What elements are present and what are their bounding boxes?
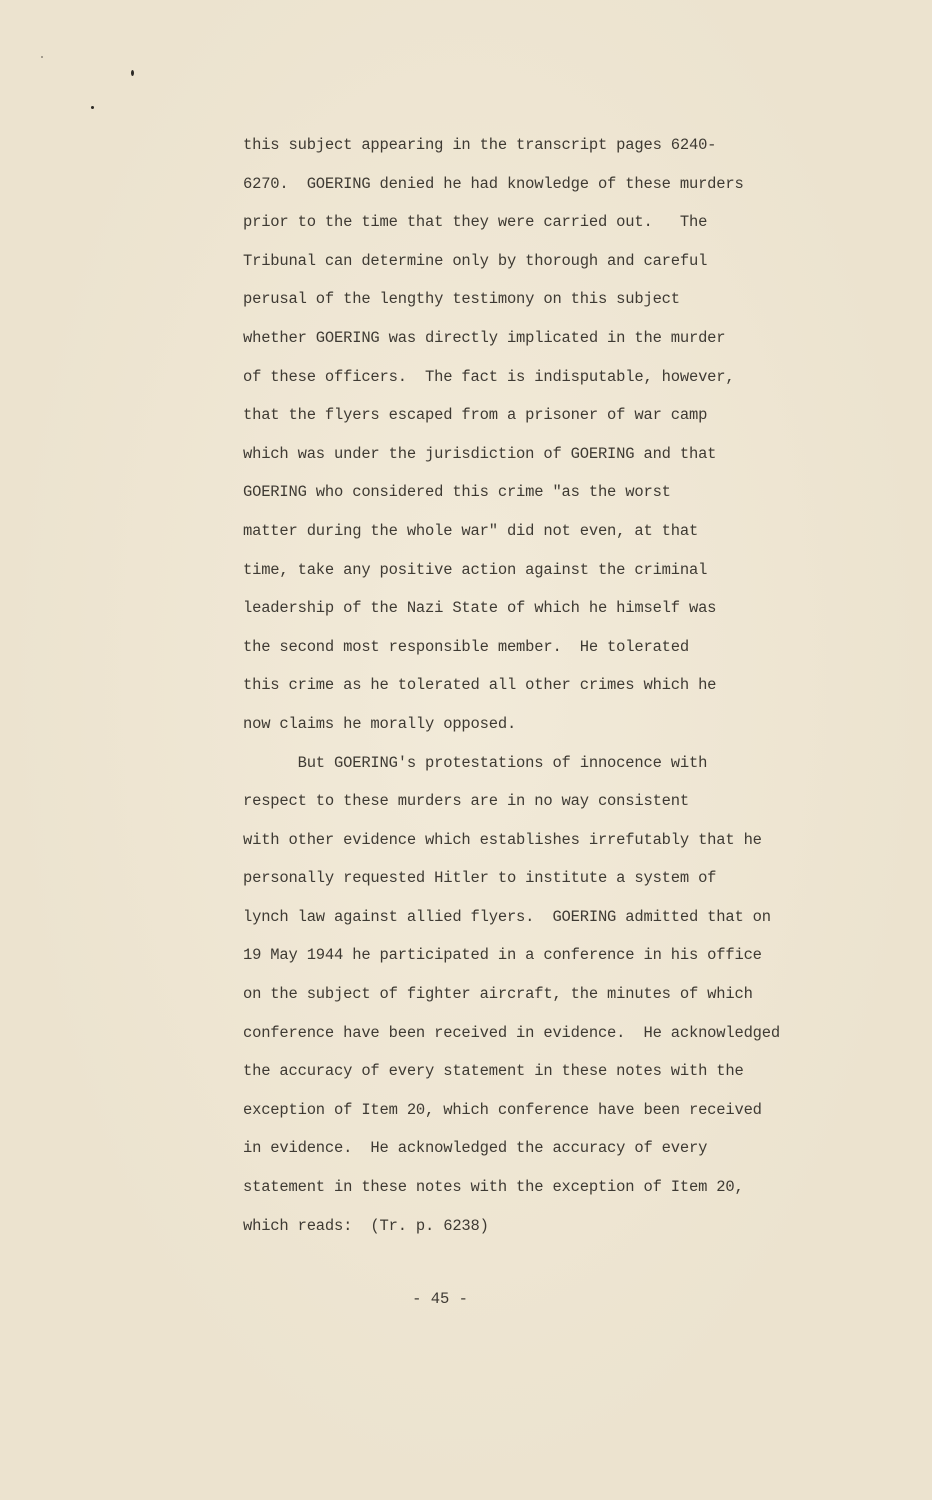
text-line: this subject appearing in the transcript pages 6240-	[243, 136, 717, 154]
text-line: that the flyers escaped from a prisoner of war camp	[243, 406, 708, 425]
text-line: with other evidence which establishes irrefutably that he	[243, 830, 762, 849]
text-line: whether GOERING was directly implicated in the murder	[243, 328, 726, 347]
text-line: which was under the jurisdiction of GOERING and that	[243, 444, 717, 463]
text-line: perusal of the lengthy testimony on this subject	[243, 290, 680, 309]
text-line: now claims he morally opposed.	[243, 714, 517, 733]
ink-speck	[41, 56, 43, 58]
text-line: conference have been received in evidence. He acknowledged	[243, 1023, 780, 1042]
text-line: statement in these notes with the exception of Item 20,	[243, 1178, 744, 1197]
text-line: Tribunal can determine only by thorough and careful	[243, 251, 708, 270]
text-line: the accuracy of every statement in these notes with the	[243, 1062, 744, 1081]
text-line: on the subject of fighter aircraft, the minutes of which	[243, 985, 753, 1004]
text-line: of these officers. The fact is indisputable, however,	[243, 367, 735, 386]
text-line: this crime as he tolerated all other crimes which he	[243, 676, 717, 695]
text-line: personally requested Hitler to institute a system of	[243, 869, 717, 888]
text-line: 19 May 1944 he participated in a conference in his office	[243, 946, 762, 965]
text-line: prior to the time that they were carried out. The	[243, 213, 708, 232]
text-line: lynch law against allied flyers. GOERING admitted that on	[243, 907, 771, 926]
text-line: time, take any positive action against the criminal	[243, 560, 708, 579]
ink-speck	[131, 70, 134, 76]
text-line: exception of Item 20, which conference have been received	[243, 1100, 762, 1119]
text-line: matter during the whole war" did not even, at that	[243, 521, 699, 540]
text-line: in evidence. He acknowledged the accuracy of every	[243, 1139, 708, 1158]
text-line: the second most responsible member. He tolerated	[243, 637, 689, 656]
text-line: 6270. GOERING denied he had knowledge of these murders	[243, 174, 744, 193]
text-line: But GOERING's protestations of innocence with	[243, 753, 708, 772]
page-number: - 45 -	[412, 1290, 468, 1308]
ink-speck	[91, 106, 94, 109]
body-text	[243, 126, 843, 1245]
text-line: GOERING who considered this crime "as the worst	[243, 483, 671, 502]
text-line: which reads: (Tr. p. 6238)	[243, 1216, 489, 1235]
text-line: leadership of the Nazi State of which he himself was	[243, 599, 717, 618]
text-line: respect to these murders are in no way consistent	[243, 792, 689, 811]
